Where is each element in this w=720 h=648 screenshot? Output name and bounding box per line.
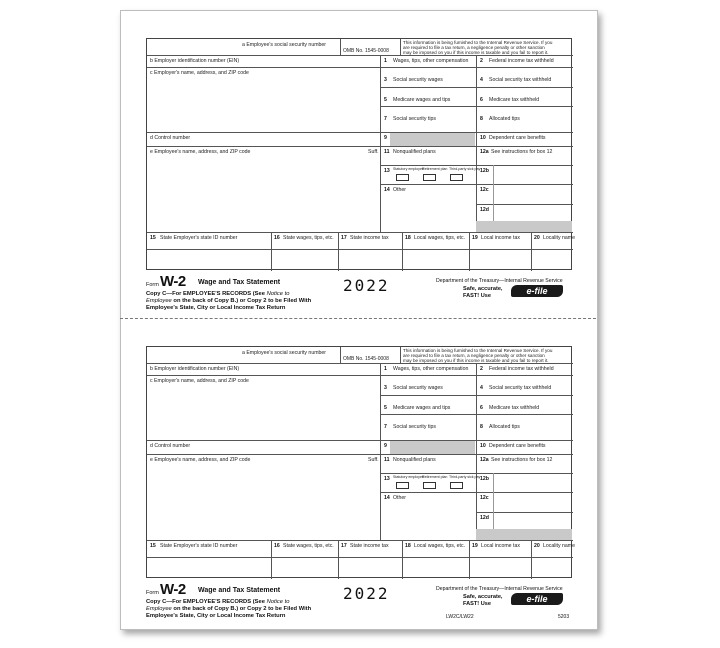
- copy-instructions: Copy C—For EMPLOYEE'S RECORDS (See Notice to Employee on the back of Copy B.) or Copy 2 to be Filed With Employee's State, City or Local Income Tax Return: [146, 599, 312, 619]
- box-5-num: 5: [384, 97, 387, 103]
- box-17-label[interactable]: State income tax: [350, 235, 389, 241]
- employer-name-label[interactable]: c Employer's name, address, and ZIP code: [150, 378, 249, 384]
- box-12d-num: 12d: [480, 207, 489, 213]
- box-12b-num: 12b: [480, 476, 489, 482]
- box-3-label[interactable]: Social security wages: [393, 77, 443, 83]
- irs-notice-3: may be imposed on you if this income is taxable and you fail to report it.: [403, 50, 549, 55]
- box-15-num: 15: [150, 235, 156, 241]
- box-15-label[interactable]: State Employer's state ID number: [160, 543, 238, 549]
- box-1-label[interactable]: Wages, tips, other compensation: [393, 58, 469, 64]
- box-6-num: 6: [480, 97, 483, 103]
- box-9-num: 9: [384, 135, 387, 141]
- box-8-label[interactable]: Allocated tips: [489, 424, 520, 430]
- box-11-num: 11: [384, 457, 390, 463]
- box-8-num: 8: [480, 424, 483, 430]
- box-18-num: 18: [405, 543, 411, 549]
- box-13-sickpay-label: Third-party sick pay: [449, 475, 481, 479]
- box-5-num: 5: [384, 405, 387, 411]
- box-10-label[interactable]: Dependent care benefits: [489, 135, 546, 141]
- efile-tagline: Safe, accurate, FAST! Use: [463, 594, 503, 607]
- ein-label[interactable]: b Employer identification number (EIN): [150, 366, 240, 372]
- box-5-label[interactable]: Medicare wages and tips: [393, 97, 451, 103]
- box-4-num: 4: [480, 385, 483, 391]
- box-16-label[interactable]: State wages, tips, etc.: [283, 235, 334, 241]
- box-12b-num: 12b: [480, 168, 489, 174]
- box-17-num: 17: [341, 235, 347, 241]
- box-16-label[interactable]: State wages, tips, etc.: [283, 543, 334, 549]
- copy-instructions: Copy C—For EMPLOYEE'S RECORDS (See Notice to Employee on the back of Copy B.) or Copy 2 to be Filed With Employee's State, City or Local Income Tax Return: [146, 291, 312, 311]
- box-10-num: 10: [480, 443, 486, 449]
- ssn-label: a Employee's social security number: [242, 350, 327, 356]
- box-19-num: 19: [472, 543, 478, 549]
- efile-tagline: Safe, accurate, FAST! Use: [463, 286, 503, 299]
- tax-year: 2022: [343, 584, 390, 603]
- employee-name-label[interactable]: e Employee's name, address, and ZIP code: [150, 149, 251, 155]
- irs-notice-2: are required to file a tax return, a negligence penalty or other sanction: [403, 45, 545, 50]
- box-2-num: 2: [480, 58, 483, 64]
- box-20-label[interactable]: Locality name: [543, 235, 576, 241]
- box-19-label[interactable]: Local income tax: [481, 543, 520, 549]
- irs-notice-2: are required to file a tax return, a negligence penalty or other sanction: [403, 353, 545, 358]
- box-13-sickpay-label: Third-party sick pay: [449, 167, 481, 171]
- form-title: Wage and Tax Statement: [198, 279, 281, 286]
- treasury-department: Department of the Treasury—Internal Revenue Service: [436, 278, 563, 284]
- box-19-num: 19: [472, 235, 478, 241]
- box-2-num: 2: [480, 366, 483, 372]
- box-19-label[interactable]: Local income tax: [481, 235, 520, 241]
- form-name: W-2: [160, 273, 186, 290]
- box-8-label[interactable]: Allocated tips: [489, 116, 520, 122]
- suffix-label: Suff.: [368, 149, 379, 155]
- box-9-num: 9: [384, 443, 387, 449]
- box-4-num: 4: [480, 77, 483, 83]
- box-1-label[interactable]: Wages, tips, other compensation: [393, 366, 469, 372]
- box-2-label[interactable]: Federal income tax withheld: [489, 58, 554, 64]
- box-18-num: 18: [405, 235, 411, 241]
- form-title: Wage and Tax Statement: [198, 587, 281, 594]
- third-party-sick-pay-checkbox[interactable]: [450, 174, 463, 181]
- w2-form-grid: [146, 346, 576, 578]
- ein-label[interactable]: b Employer identification number (EIN): [150, 58, 240, 64]
- box-11-num: 11: [384, 149, 390, 155]
- irs-notice-1: This information is being furnished to the Internal Revenue Service. If you: [403, 348, 553, 353]
- w2-copy: [146, 38, 576, 340]
- box-6-num: 6: [480, 405, 483, 411]
- box-20-num: 20: [534, 235, 540, 241]
- box-13-retirement-label: Retirement plan: [422, 475, 448, 479]
- box-13-statutory-label: Statutory employee: [393, 167, 424, 171]
- box-12d-num: 12d: [480, 515, 489, 521]
- box-13-num: 13: [384, 168, 390, 174]
- box-3-num: 3: [384, 77, 387, 83]
- box-13-statutory-label: Statutory employee: [393, 475, 424, 479]
- box-6-label[interactable]: Medicare tax withheld: [489, 405, 540, 411]
- box-15-num: 15: [150, 543, 156, 549]
- box-12a-label[interactable]: See instructions for box 12: [491, 457, 553, 463]
- box-15-label[interactable]: State Employer's state ID number: [160, 235, 238, 241]
- control-number-label[interactable]: d Control number: [150, 135, 191, 141]
- treasury-department: Department of the Treasury—Internal Revenue Service: [436, 586, 563, 592]
- box-1-num: 1: [384, 58, 387, 64]
- control-number-label[interactable]: d Control number: [150, 443, 191, 449]
- box-12a-num: 12a: [480, 149, 489, 155]
- box-7-num: 7: [384, 116, 387, 122]
- box-13-num: 13: [384, 476, 390, 482]
- suffix-label: Suff.: [368, 457, 379, 463]
- box-20-label[interactable]: Locality name: [543, 543, 576, 549]
- box-8-num: 8: [480, 116, 483, 122]
- box-12c-num: 12c: [480, 187, 489, 193]
- statutory-employee-checkbox[interactable]: [396, 174, 409, 181]
- box-17-label[interactable]: State income tax: [350, 543, 389, 549]
- box-14-label[interactable]: Other: [393, 187, 406, 193]
- retirement-plan-checkbox[interactable]: [423, 174, 436, 181]
- box-1-num: 1: [384, 366, 387, 372]
- form-word: Form: [146, 590, 159, 596]
- box-12c-num: 12c: [480, 495, 489, 501]
- box-16-num: 16: [274, 543, 280, 549]
- box-14-num: 14: [384, 495, 390, 501]
- third-party-sick-pay-checkbox[interactable]: [450, 482, 463, 489]
- box-11-label[interactable]: Nonqualified plans: [393, 149, 436, 155]
- w2-form-grid: [146, 38, 576, 270]
- box-13-retirement-label: Retirement plan: [422, 167, 448, 171]
- omb-number: OMB No. 1545-0008: [343, 48, 389, 54]
- box-18-label[interactable]: Local wages, tips, etc.: [414, 543, 466, 549]
- box-7-num: 7: [384, 424, 387, 430]
- box-4-label[interactable]: Social security tax withheld: [489, 385, 552, 391]
- box-10-num: 10: [480, 135, 486, 141]
- box-12a-label[interactable]: See instructions for box 12: [491, 149, 553, 155]
- form-name: W-2: [160, 581, 186, 598]
- box-12a-num: 12a: [480, 457, 489, 463]
- statutory-employee-checkbox[interactable]: [396, 482, 409, 489]
- tax-year: 2022: [343, 276, 390, 295]
- box-18-label[interactable]: Local wages, tips, etc.: [414, 235, 466, 241]
- omb-number: OMB No. 1545-0008: [343, 356, 389, 362]
- box-3-num: 3: [384, 385, 387, 391]
- box-6-label[interactable]: Medicare tax withheld: [489, 97, 540, 103]
- irs-notice-3: may be imposed on you if this income is taxable and you fail to report it.: [403, 358, 549, 363]
- box-20-num: 20: [534, 543, 540, 549]
- box-7-label[interactable]: Social security tips: [393, 116, 436, 122]
- box-7-label[interactable]: Social security tips: [393, 424, 436, 430]
- employer-name-label[interactable]: c Employer's name, address, and ZIP code: [150, 70, 249, 76]
- box-4-label[interactable]: Social security tax withheld: [489, 77, 552, 83]
- ssn-label: a Employee's social security number: [242, 42, 327, 48]
- form-code-right: 5203: [558, 614, 570, 620]
- box-14-label[interactable]: Other: [393, 495, 406, 501]
- box-17-num: 17: [341, 543, 347, 549]
- box-14-num: 14: [384, 187, 390, 193]
- box-5-label[interactable]: Medicare wages and tips: [393, 405, 451, 411]
- irs-notice-1: This information is being furnished to the Internal Revenue Service. If you: [403, 40, 553, 45]
- efile-logo: e-file: [511, 285, 563, 297]
- efile-logo: e-file: [511, 593, 563, 605]
- w2-copy: [146, 346, 576, 648]
- form-word: Form: [146, 282, 159, 288]
- box-16-num: 16: [274, 235, 280, 241]
- box-3-label[interactable]: Social security wages: [393, 385, 443, 391]
- retirement-plan-checkbox[interactable]: [423, 482, 436, 489]
- box-10-label[interactable]: Dependent care benefits: [489, 443, 546, 449]
- box-11-label[interactable]: Nonqualified plans: [393, 457, 436, 463]
- form-code-left: LW2C/LW22: [446, 614, 474, 620]
- box-2-label[interactable]: Federal income tax withheld: [489, 366, 554, 372]
- employee-name-label[interactable]: e Employee's name, address, and ZIP code: [150, 457, 251, 463]
